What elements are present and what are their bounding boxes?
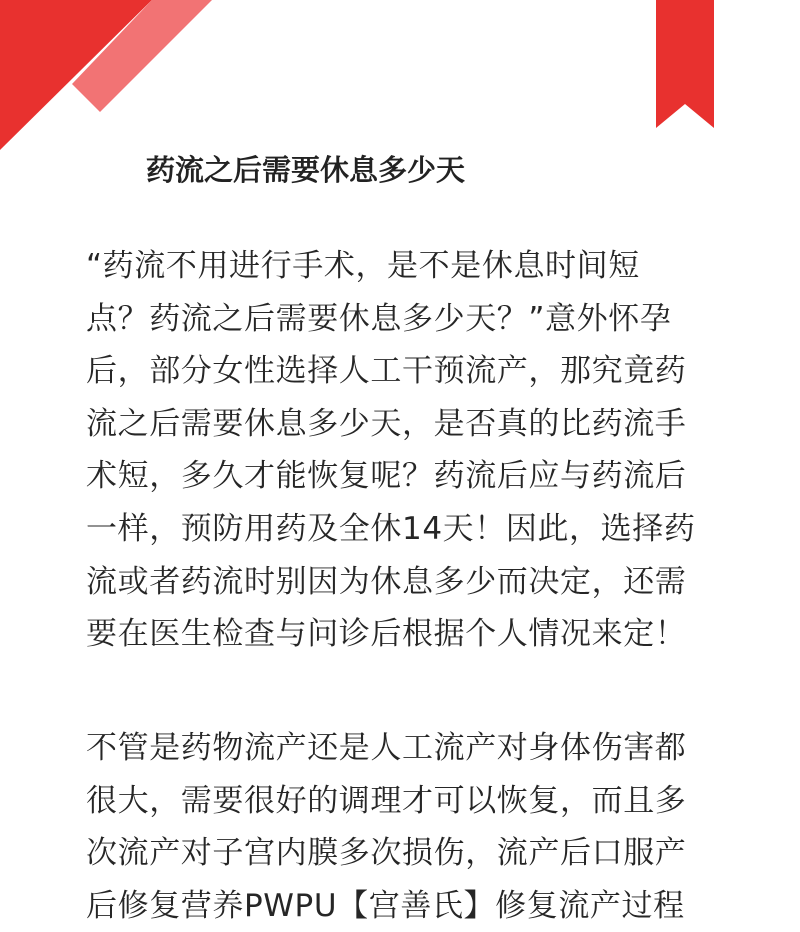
paragraph-line: 很大，需要很好的调理才可以恢复，而且多 [86, 782, 687, 819]
paragraph-line: “药流不用进行手术，是不是休息时间短 [86, 248, 640, 284]
corner-ribbon-decoration [0, 0, 230, 160]
paragraph-line: 后修复营养PWPU【宫善氏】修复流产过程 [86, 887, 685, 924]
paragraph-line: 流之后需要休息多少天，是否真的比药流手 [86, 405, 687, 442]
paragraph-line: 流或者药流时别因为休息多少而决定，还需 [86, 563, 687, 600]
paragraph-line: 要在医生检查与问诊后根据个人情况来定！ [86, 616, 687, 653]
article-title: 药流之后需要休息多少天 [146, 153, 466, 187]
article-paragraph-2 [86, 722, 716, 932]
paragraph-line: 后，部分女性选择人工干预流产，那究竟药 [86, 353, 687, 390]
paragraph-line: 术短，多久才能恢复呢？药流后应与药流后 [86, 458, 687, 495]
paragraph-line: 点？药流之后需要休息多少天？”意外怀孕 [86, 300, 672, 337]
paragraph-line: 次流产对子宫内膜多次损伤，流产后口服产 [86, 835, 687, 872]
article-paragraph-1 [86, 240, 716, 661]
paragraph-line: 一样，预防用药及全休14天！因此，选择药 [86, 510, 696, 547]
paragraph-line: 不管是药物流产还是人工流产对身体伤害都 [86, 730, 687, 766]
bookmark-ribbon-decoration [656, 0, 714, 128]
